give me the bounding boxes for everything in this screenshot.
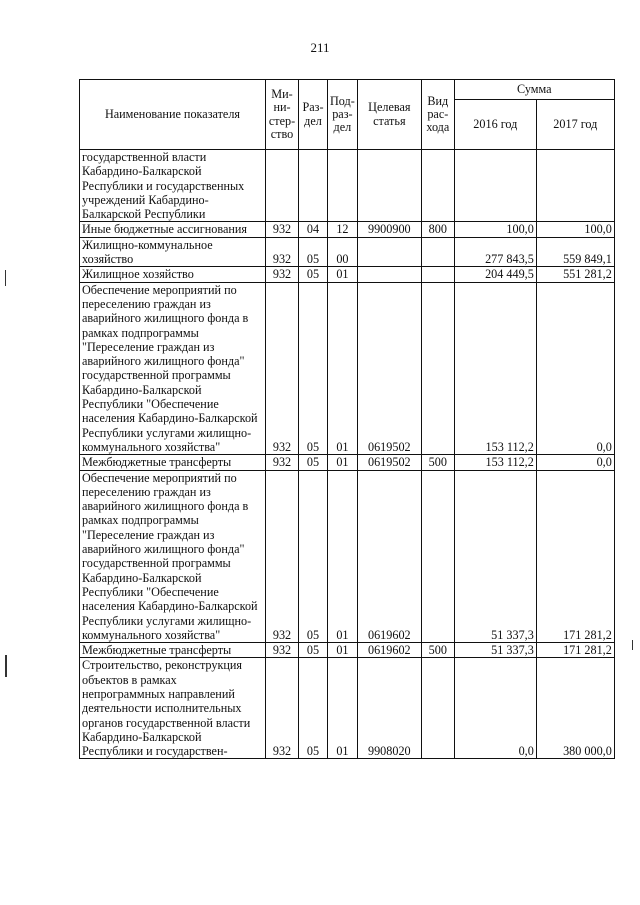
expense-type: 500 (421, 643, 454, 658)
table-row (80, 222, 615, 237)
row-name: Межбюджетные трансферты (80, 643, 266, 658)
table-row (80, 643, 615, 658)
margin-mark-left (5, 270, 6, 286)
margin-mark-right (632, 640, 633, 650)
amount-2016: 277 843,5 (454, 237, 536, 267)
section-code: 05 (299, 237, 328, 267)
target-article (357, 150, 421, 222)
amount-2016: 204 449,5 (454, 267, 536, 282)
amount-2017: 171 281,2 (536, 643, 614, 658)
ministry-code (266, 150, 299, 222)
amount-2017 (536, 150, 614, 222)
ministry-code: 932 (266, 658, 299, 759)
ministry-code: 932 (266, 267, 299, 282)
header-year-2017: 2017 год (536, 100, 614, 150)
amount-2017: 559 849,1 (536, 237, 614, 267)
ministry-code: 932 (266, 222, 299, 237)
header-subsection: Под- раз- дел (328, 80, 358, 150)
amount-2016: 51 337,3 (454, 470, 536, 643)
expense-type (421, 267, 454, 282)
section-code: 05 (299, 470, 328, 643)
section-code (299, 150, 328, 222)
ministry-code: 932 (266, 455, 299, 470)
header-name: Наименование показателя (80, 80, 266, 150)
amount-2016: 51 337,3 (454, 643, 536, 658)
row-name: Обеспечение мероприятий по переселению граждан из аварийного жилищного фонда в рамках подпрограммы "Переселение граждан из аварийного жилищного фонда" государственной программы Кабардино-Балкарской Республики "Обеспечение населения Кабардино-Балкарской Республики услугами жилищно-коммунального хозяйства" (80, 282, 266, 455)
subsection-code: 01 (328, 455, 358, 470)
expense-type (421, 237, 454, 267)
amount-2016: 0,0 (454, 658, 536, 759)
row-name: Иные бюджетные ассигнования (80, 222, 266, 237)
header-ministry: Ми- ни- стер- ство (266, 80, 299, 150)
row-name: Межбюджетные трансферты (80, 455, 266, 470)
target-article: 9900900 (357, 222, 421, 237)
row-name: Обеспечение мероприятий по переселению граждан из аварийного жилищного фонда в рамках подпрограммы "Переселение граждан из аварийного жилищного фонда" государственной программы Кабардино-Балкарской Республики "Обеспечение населения Кабардино-Балкарской Республики услугами жилищно-коммунального хозяйства" (80, 470, 266, 643)
section-code: 05 (299, 267, 328, 282)
section-code: 05 (299, 455, 328, 470)
expense-type (421, 282, 454, 455)
table-row (80, 658, 615, 759)
section-code: 05 (299, 643, 328, 658)
margin-mark-left-2 (5, 655, 7, 677)
expense-type (421, 470, 454, 643)
target-article (357, 237, 421, 267)
subsection-code: 00 (328, 237, 358, 267)
row-name: Жилищное хозяйство (80, 267, 266, 282)
amount-2017: 551 281,2 (536, 267, 614, 282)
row-name: государственной власти Кабардино-Балкарской Республики и государственных учреждений Кабардино-Балкарской Республики (80, 150, 266, 222)
budget-table (79, 79, 615, 759)
ministry-code: 932 (266, 282, 299, 455)
table-row (80, 282, 615, 455)
ministry-code: 932 (266, 237, 299, 267)
subsection-code: 01 (328, 658, 358, 759)
subsection-code: 01 (328, 643, 358, 658)
expense-type: 800 (421, 222, 454, 237)
ministry-code: 932 (266, 470, 299, 643)
expense-type: 500 (421, 455, 454, 470)
amount-2017: 0,0 (536, 282, 614, 455)
page-number: 211 (310, 40, 330, 55)
amount-2016: 153 112,2 (454, 282, 536, 455)
subsection-code: 01 (328, 267, 358, 282)
subsection-code: 01 (328, 470, 358, 643)
subsection-code: 01 (328, 282, 358, 455)
row-name: Строительство, реконструкция объектов в рамках непрограммных направлений деятельности исполнительных органов государственной власти Кабардино-Балкарской Республики и государствен- (80, 658, 266, 759)
amount-2017: 0,0 (536, 455, 614, 470)
amount-2016 (454, 150, 536, 222)
header-expense-type: Вид рас- хода (421, 80, 454, 150)
subsection-code (328, 150, 358, 222)
target-article: 0619602 (357, 470, 421, 643)
target-article (357, 267, 421, 282)
ministry-code: 932 (266, 643, 299, 658)
section-code: 05 (299, 282, 328, 455)
target-article: 0619602 (357, 643, 421, 658)
amount-2017: 100,0 (536, 222, 614, 237)
table-row (80, 470, 615, 643)
section-code: 05 (299, 658, 328, 759)
table-row (80, 150, 615, 222)
target-article: 9908020 (357, 658, 421, 759)
row-name: Жилищно-коммунальное хозяйство (80, 237, 266, 267)
table-row (80, 267, 615, 282)
header-year-2016: 2016 год (454, 100, 536, 150)
header-row (80, 80, 615, 100)
expense-type (421, 658, 454, 759)
table-row (80, 455, 615, 470)
section-code: 04 (299, 222, 328, 237)
amount-2016: 153 112,2 (454, 455, 536, 470)
subsection-code: 12 (328, 222, 358, 237)
target-article: 0619502 (357, 282, 421, 455)
expense-type (421, 150, 454, 222)
header-section: Раз- дел (299, 80, 328, 150)
table-row (80, 237, 615, 267)
amount-2017: 171 281,2 (536, 470, 614, 643)
target-article: 0619502 (357, 455, 421, 470)
amount-2016: 100,0 (454, 222, 536, 237)
header-target: Целевая статья (357, 80, 421, 150)
header-sum: Сумма (454, 80, 614, 100)
amount-2017: 380 000,0 (536, 658, 614, 759)
